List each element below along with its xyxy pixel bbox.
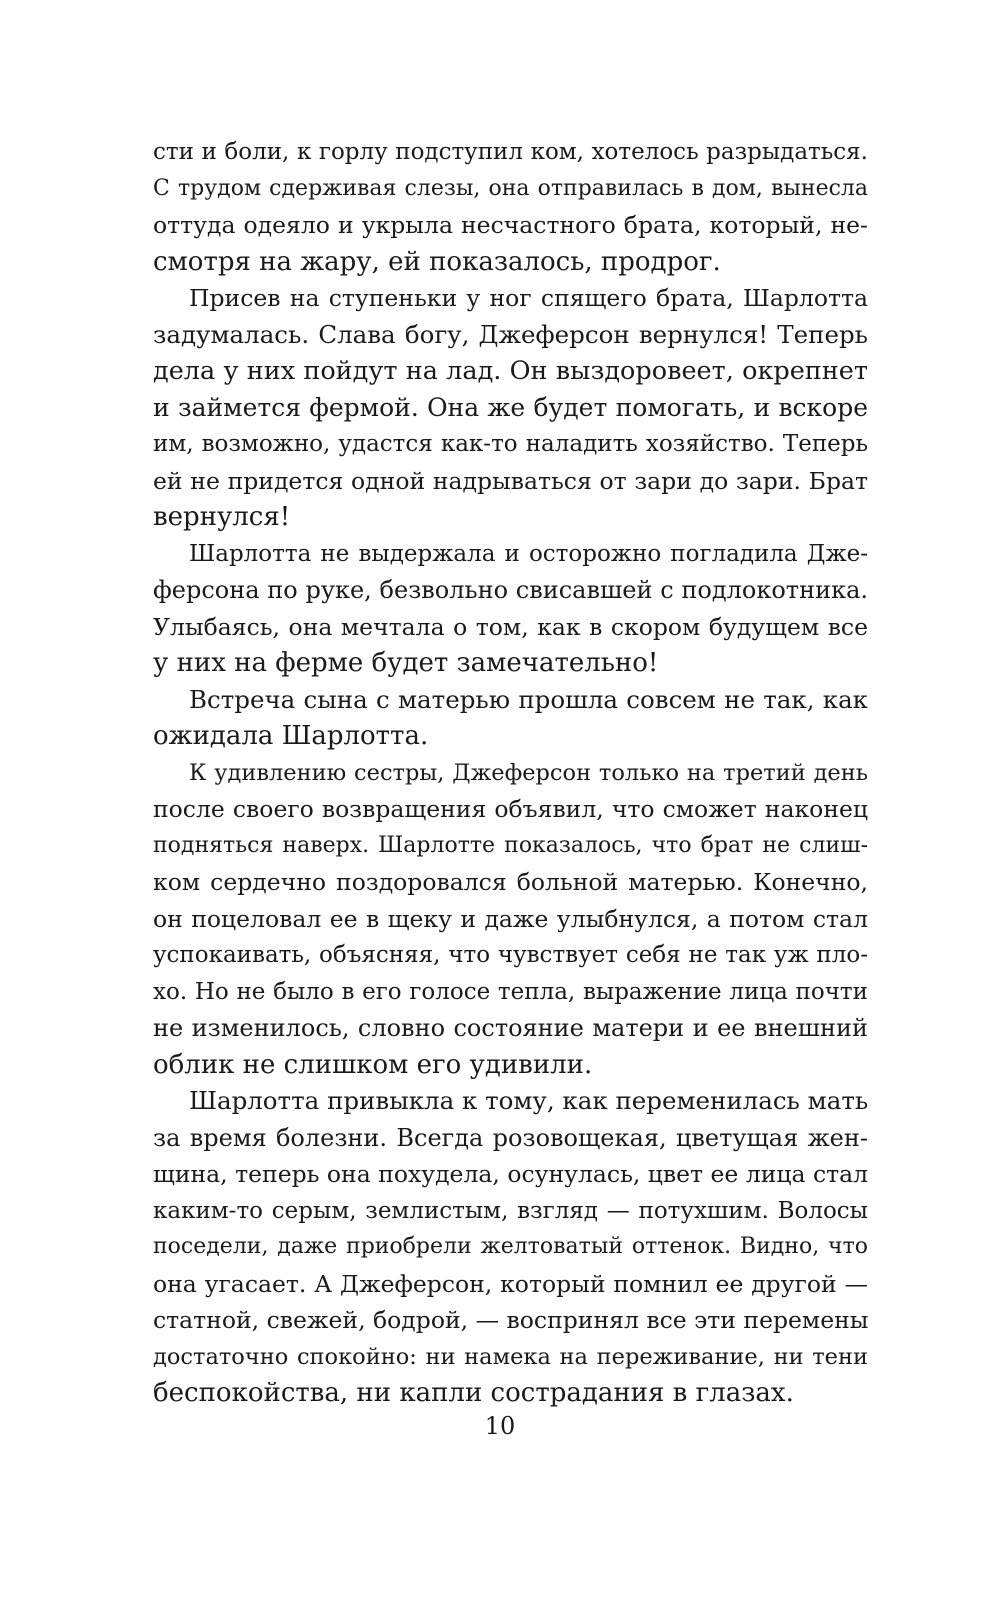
text-line: оттуда одеяло и укрыла несчастного брата, который, не- bbox=[153, 211, 868, 239]
text-line: С трудом сдерживая слезы, она отправилась в дом, вынесла bbox=[153, 175, 868, 201]
text-line: беспокойства, ни капли сострадания в глазах. bbox=[153, 1378, 794, 1408]
text-line: статной, свежей, бодрой, — воспринял все эти перемены bbox=[153, 1306, 869, 1334]
text-line: у них на ферме будет замечательно! bbox=[153, 648, 659, 678]
text-line: К удивлению сестры, Джеферсон только на третий день bbox=[189, 759, 868, 786]
text-line: задумалась. Слава богу, Джеферсон вернулся! Теперь bbox=[153, 319, 868, 349]
text-line: сти и боли, к горлу подступил ком, хотелось разрыдаться. bbox=[153, 139, 868, 165]
text-line: подняться наверх. Шарлотте показалось, что брат не слиш- bbox=[153, 832, 868, 858]
text-line: поседели, даже приобрели желтоватый оттенок. Видно, что bbox=[153, 1234, 868, 1259]
text-line: хо. Но не было в его голосе тепла, выражение лица почти bbox=[153, 978, 868, 1005]
text-line: после своего возвращения объявил, что сможет наконец bbox=[153, 795, 868, 823]
text-line: за время болезни. Всегда розовощекая, цветущая жен- bbox=[153, 1123, 868, 1152]
text-line: ей не придется одной надрываться от зари до зари. Брат bbox=[153, 466, 868, 495]
text-line: достаточно спокойно: ни намека на переживание, ни тени bbox=[153, 1343, 868, 1370]
text-line: смотря на жару, ей показалось, продрог. bbox=[153, 246, 721, 277]
text-line: дела у них пойдут на лад. Он выздоровеет, окрепнет bbox=[153, 356, 868, 386]
text-line: успокаивать, объясняя, что чувствует себя не так уж пло- bbox=[153, 942, 868, 968]
text-line: им, возможно, удастся как-то наладить хозяйство. Теперь bbox=[153, 431, 868, 457]
text-line: Шарлотта не выдержала и осторожно погладила Дже- bbox=[189, 540, 868, 567]
text-line: Шарлотта привыкла к тому, как переменилась мать bbox=[189, 1086, 869, 1115]
text-line: ферсона по руке, безвольно свисавшей с подлокотника. bbox=[153, 576, 868, 604]
body-text bbox=[153, 134, 868, 1412]
text-line: облик не слишком его удивили. bbox=[153, 1049, 593, 1080]
text-line: Улыбаясь, она мечтала о том, как в скором будущем все bbox=[153, 612, 868, 641]
text-line: каким-то серым, землистым, взгляд — потухшим. Волосы bbox=[153, 1197, 868, 1224]
text-line: щина, теперь она похудела, осунулась, цвет ее лица стал bbox=[153, 1160, 869, 1188]
text-line: Присев на ступеньки у ног спящего брата, Шарлотта bbox=[189, 284, 868, 312]
text-line: вернулся! bbox=[153, 502, 291, 532]
text-line: он поцеловал ее в щеку и даже улыбнулся, а потом стал bbox=[153, 904, 868, 933]
text-line: ожидала Шарлотта. bbox=[153, 721, 429, 751]
text-line: и займется фермой. Она же будет помогать, и вскоре bbox=[153, 392, 868, 422]
text-line: Встреча сына с матерью прошла совсем не так, как bbox=[189, 684, 868, 714]
page-number: 10 bbox=[484, 1412, 516, 1440]
text-line: ком сердечно поздоровался больной матерью. Конечно, bbox=[153, 868, 868, 896]
text-line: она угасает. А Джеферсон, который помнил ее другой — bbox=[153, 1269, 868, 1298]
text-line: не изменилось, словно состояние матери и ее внешний bbox=[153, 1014, 868, 1042]
